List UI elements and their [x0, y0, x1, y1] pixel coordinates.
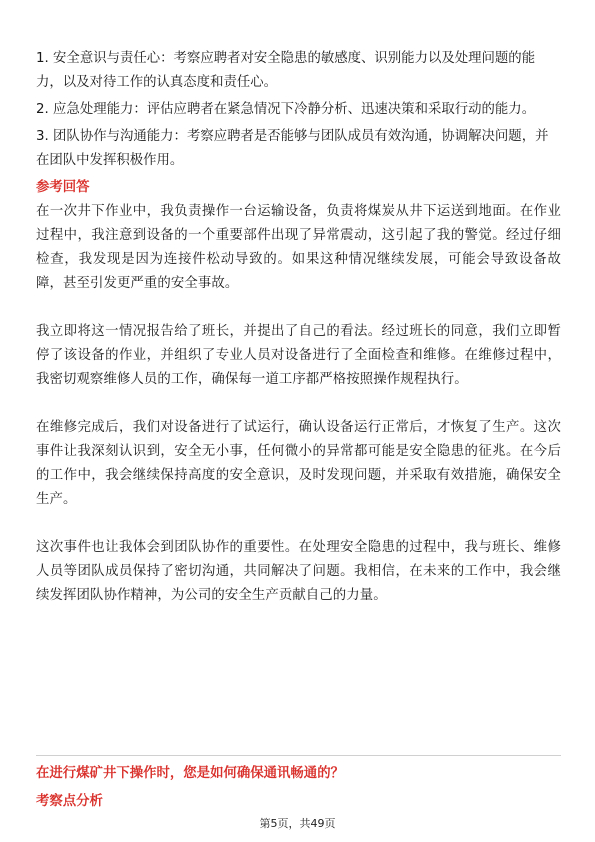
- answer-paragraph-3: 在维修完成后，我们对设备进行了试运行，确认设备运行正常后，才恢复了生产。这次事件让我深刻认识到，安全无小事，任何微小的异常都可能是安全隐患的征兆。在今后的工作中，我会继续保持高度的安全意识，及时发现问题，并采取有效措施，确保安全生产。: [36, 420, 561, 507]
- page-footer: 第5页，共49页: [259, 817, 336, 830]
- answer-paragraph-1: 在一次井下作业中，我负责操作一台运输设备，负责将煤炭从井下运送到地面。在作业过程中，我注意到设备的一个重要部件出现了异常震动，这引起了我的警觉。经过仔细检查，我发现是因为连接件松动导致的。如果这种情况继续发展，可能会导致设备故障，甚至引发更严重的安全事故。: [36, 204, 561, 291]
- section-divider: [36, 755, 561, 756]
- analysis-heading: 考察点分析: [36, 794, 103, 809]
- criterion-safety-awareness: 1. 安全意识与责任心：考察应聘者对安全隐患的敏感度、识别能力以及处理问题的能力，以及对待工作的认真态度和责任心。: [36, 51, 536, 90]
- page-content: [36, 47, 561, 608]
- criterion-teamwork: 3. 团队协作与沟通能力：考察应聘者是否能够与团队成员有效沟通，协调解决问题，并在团队中发挥积极作用。: [36, 129, 549, 168]
- criterion-emergency-handling: 2. 应急处理能力：评估应聘者在紧急情况下冷静分析、迅速决策和采取行动的能力。: [36, 102, 536, 117]
- paragraph-gap: [36, 512, 561, 536]
- reference-answer-heading: 参考回答: [36, 180, 90, 195]
- next-question-heading: 在进行煤矿井下操作时，您是如何确保通讯畅通的？: [36, 766, 344, 781]
- paragraph-gap: [36, 296, 561, 320]
- answer-paragraph-4: 这次事件也让我体会到团队协作的重要性。在处理安全隐患的过程中，我与班长、维修人员等团队成员保持了密切沟通，共同解决了问题。我相信，在未来的工作中，我会继续发挥团队协作精神，为公司的安全生产贡献自己的力量。: [36, 540, 561, 603]
- answer-paragraph-2: 我立即将这一情况报告给了班长，并提出了自己的看法。经过班长的同意，我们立即暂停了该设备的作业，并组织了专业人员对设备进行了全面检查和维修。在维修过程中，我密切观察维修人员的工作，确保每一道工序都严格按照操作规程执行。: [36, 324, 561, 387]
- paragraph-gap: [36, 392, 561, 416]
